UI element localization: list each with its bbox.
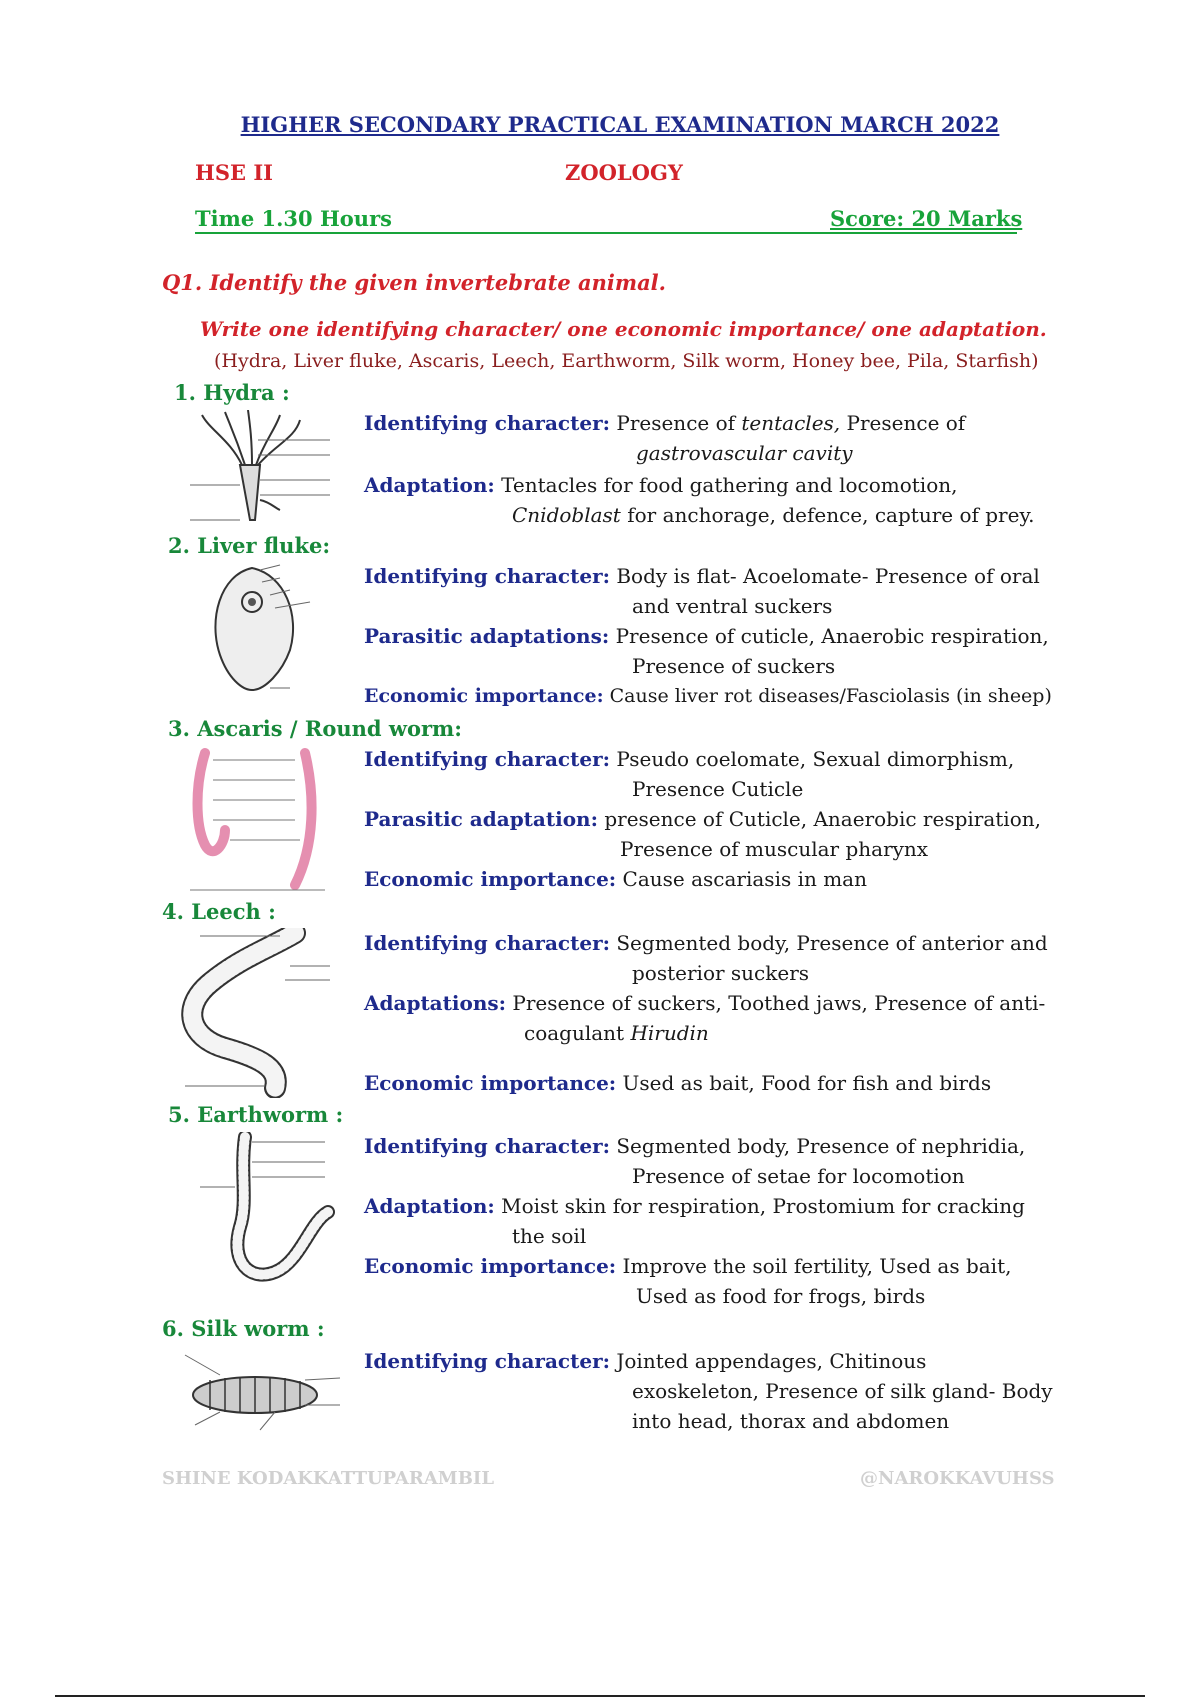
ascaris-economic: Economic importance: Cause ascariasis in man [364,867,867,891]
liverfluke-parasitic-cont: Presence of suckers [632,654,836,678]
ascaris-figure [185,745,335,895]
class-label: HSE II [195,160,273,185]
leech-figure [180,928,340,1098]
liverfluke-identifying-cont: and ventral suckers [632,594,833,618]
liverfluke-identifying: Identifying character: Body is flat- Acoelomate- Presence of oral [364,564,1040,588]
earthworm-identifying-cont: Presence of setae for locomotion [632,1164,965,1188]
ascaris-identifying: Identifying character: Pseudo coelomate, Sexual dimorphism, [364,747,1015,771]
earthworm-economic: Economic importance: Improve the soil fertility, Used as bait, [364,1254,1012,1278]
hydra-figure [180,410,340,530]
hydra-heading: 1. Hydra : [174,380,290,405]
silkworm-heading: 6. Silk worm : [162,1316,325,1341]
earthworm-identifying: Identifying character: Segmented body, Presence of nephridia, [364,1134,1026,1158]
ascaris-identifying-cont: Presence Cuticle [632,777,804,801]
ascaris-parasitic: Parasitic adaptation: presence of Cuticle, Anaerobic respiration, [364,807,1041,831]
leech-heading: 4. Leech : [162,899,276,924]
leech-adaptation-cont: coagulant Hirudin [524,1021,709,1045]
leech-identifying: Identifying character: Segmented body, Presence of anterior and [364,931,1048,955]
ascaris-parasitic-cont: Presence of muscular pharynx [620,837,929,861]
earthworm-figure [200,1132,340,1287]
leech-adaptation: Adaptations: Presence of suckers, Toothed jaws, Presence of anti- [364,991,1046,1015]
leech-economic: Economic importance: Used as bait, Food for fish and birds [364,1071,992,1095]
liverfluke-parasitic: Parasitic adaptations: Presence of cuticle, Anaerobic respiration, [364,624,1049,648]
question-instruction: Write one identifying character/ one economic importance/ one adaptation. [200,317,1047,341]
exam-title: HIGHER SECONDARY PRACTICAL EXAMINATION MARCH 2022 [240,112,1000,137]
liverfluke-economic: Economic importance: Cause liver rot diseases/Fasciolasis (in sheep) [364,685,1052,707]
score-label: Score: 20 Marks [830,206,1023,231]
silkworm-identifying-cont-1: exoskeleton, Presence of silk gland- Body [632,1379,1053,1403]
hydra-adaptation: Adaptation: Tentacles for food gathering and locomotion, [364,473,958,497]
earthworm-economic-cont: Used as food for frogs, birds [636,1284,926,1308]
ascaris-heading: 3. Ascaris / Round worm: [168,716,463,741]
earthworm-heading: 5. Earthworm : [168,1102,344,1127]
hydra-adaptation-cont: Cnidoblast for anchorage, defence, capture of prey. [512,503,1035,527]
silkworm-figure [180,1350,345,1435]
bottom-rule [55,1695,1145,1697]
animal-list: (Hydra, Liver fluke, Ascaris, Leech, Earthworm, Silk worm, Honey bee, Pila, Starfish) [214,350,1039,372]
hydra-identifying-cont: gastrovascular cavity [636,441,853,465]
footer-handle: @NAROKKAVUHSS [860,1468,1055,1489]
earthworm-adaptation: Adaptation: Moist skin for respiration, Prostomium for cracking [364,1194,1025,1218]
liverfluke-heading: 2. Liver fluke: [168,533,331,558]
time-label: Time 1.30 Hours [195,206,392,231]
hydra-identifying: Identifying character: Presence of tentacles, Presence of [364,411,966,435]
silkworm-identifying-cont-2: into head, thorax and abdomen [632,1409,950,1433]
leech-identifying-cont: posterior suckers [632,961,810,985]
subject-label: ZOOLOGY [565,160,683,185]
footer-author: SHINE KODAKKATTUPARAMBIL [162,1468,494,1489]
header-underline [195,232,1017,234]
liverfluke-figure [190,560,350,695]
question-title: Q1. Identify the given invertebrate animal. [162,270,666,295]
silkworm-identifying: Identifying character: Jointed appendages, Chitinous [364,1349,927,1373]
earthworm-adaptation-cont: the soil [512,1224,587,1248]
